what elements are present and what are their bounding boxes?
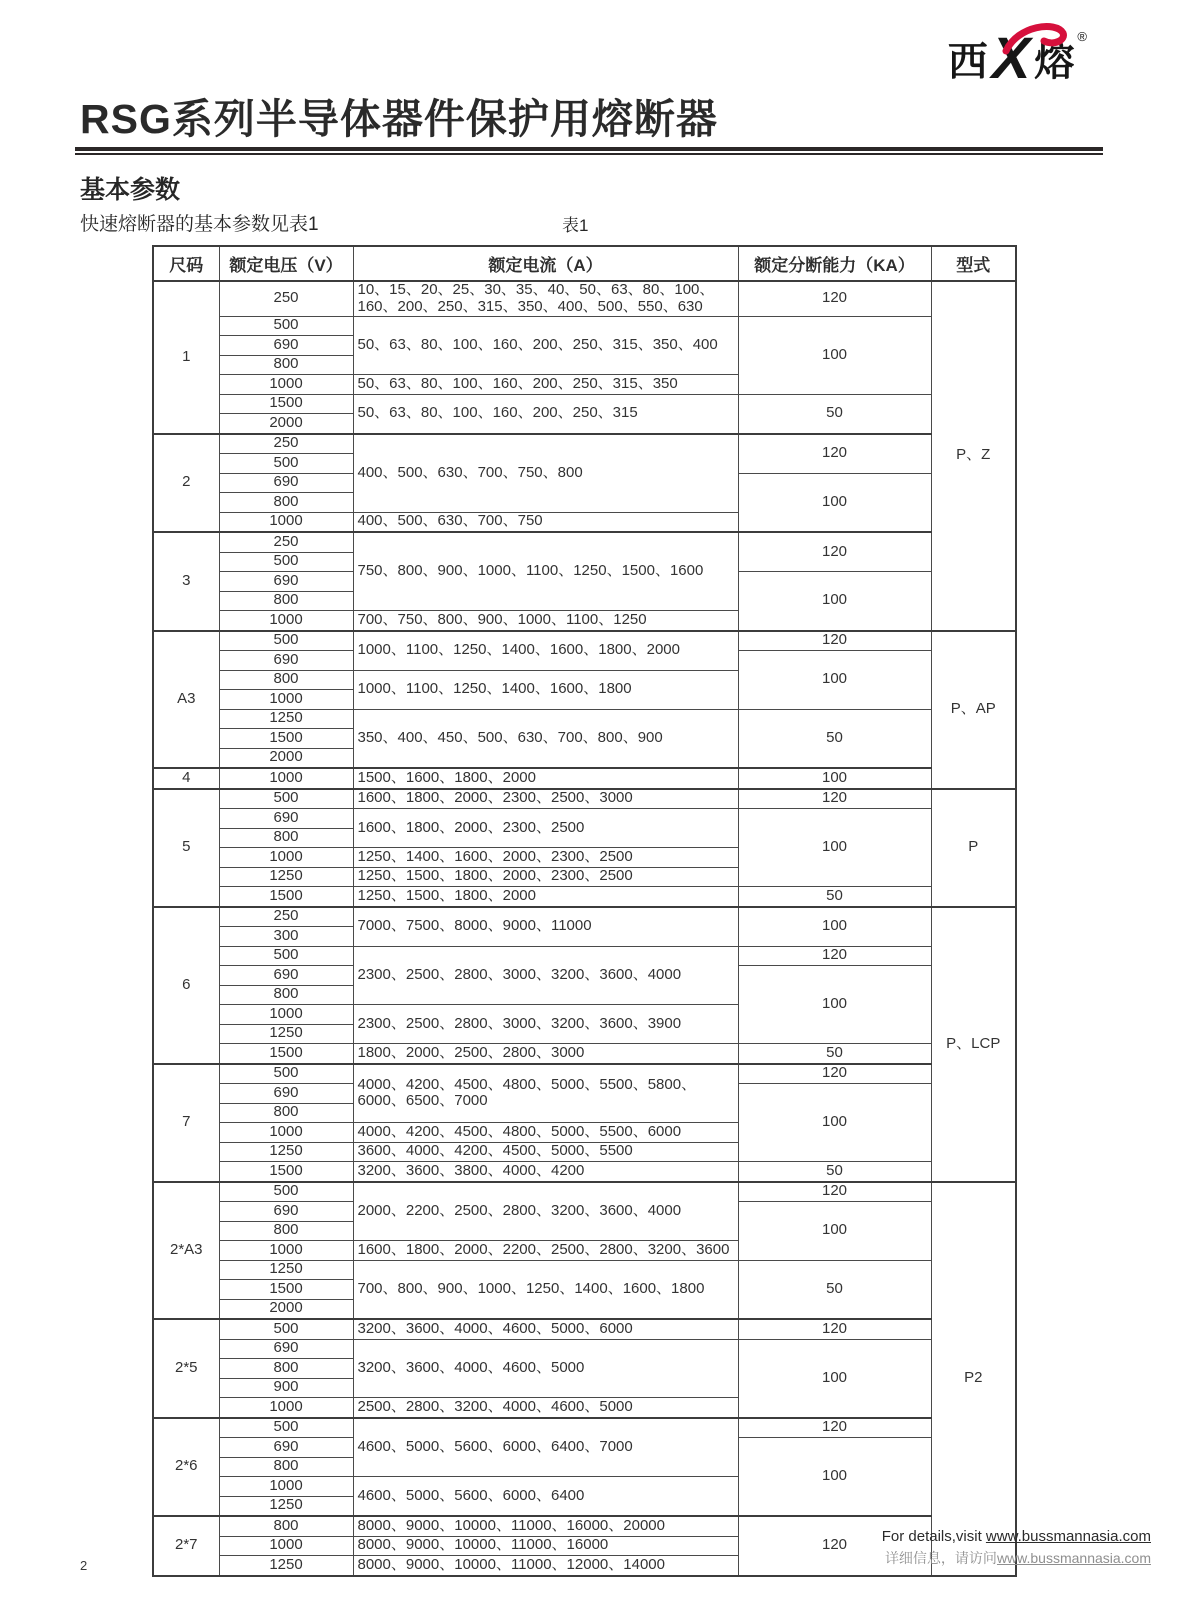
cell-volt: 1500 [219,1044,353,1064]
cell-ka: 100 [738,809,931,887]
cell-volt: 1000 [219,375,353,395]
cell-ka: 100 [738,1084,931,1162]
cell-volt: 690 [219,1084,353,1104]
cell-curr: 8000、9000、10000、11000、16000、20000 [353,1516,738,1536]
cell-ka: 120 [738,1182,931,1202]
cell-size: 6 [153,907,219,1064]
table-row [153,316,1016,336]
footer-cn-link[interactable]: www.bussmannasia.com [996,1550,1151,1566]
cell-type: P、Z [931,281,1016,631]
intro-text: 快速熔断器的基本参数见表1 [80,214,319,235]
cell-volt: 800 [219,591,353,611]
cell-volt: 1000 [219,1005,353,1025]
table-row [153,789,1016,809]
cell-curr: 1800、2000、2500、2800、3000 [353,1044,738,1064]
cell-curr: 2300、2500、2800、3000、3200、3600、4000 [353,946,738,1005]
table-row [153,281,1016,316]
table-row [153,809,1016,829]
cell-ka: 50 [738,887,931,907]
cell-curr: 8000、9000、10000、11000、12000、14000 [353,1556,738,1576]
cell-volt: 250 [219,532,353,552]
cell-ka: 120 [738,946,931,966]
table-header-row [153,246,1016,281]
cell-volt: 500 [219,316,353,336]
cell-volt: 690 [219,336,353,356]
cell-ka: 120 [738,434,931,474]
column-header: 额定分断能力（KA） [738,246,931,281]
cell-ka: 120 [738,631,931,651]
cell-volt: 1000 [219,1536,353,1556]
cell-volt: 1000 [219,1241,353,1261]
cell-curr: 1600、1800、2000、2300、2500 [353,809,738,848]
cell-size: 7 [153,1064,219,1182]
cell-curr: 4000、4200、4500、4800、5000、5500、6000 [353,1123,738,1143]
cell-volt: 1250 [219,1024,353,1044]
table-row [153,709,1016,729]
cell-ka: 120 [738,1064,931,1084]
cell-volt: 1000 [219,1477,353,1497]
cell-curr: 8000、9000、10000、11000、16000 [353,1536,738,1556]
cell-ka: 50 [738,1260,931,1319]
cell-volt: 800 [219,670,353,690]
cell-type: P [931,789,1016,907]
title-divider [75,147,1103,155]
table-row [153,1418,1016,1438]
cell-curr: 400、500、630、700、750、800 [353,434,738,513]
registered-trademark-icon: ® [1077,29,1087,44]
cell-volt: 800 [219,1103,353,1123]
footer-en-text: For details,visit [881,1528,986,1545]
cell-type: P2 [931,1182,1016,1576]
table-row [153,532,1016,552]
cell-size: 4 [153,768,219,789]
cell-volt: 500 [219,631,353,651]
cell-volt: 500 [219,789,353,809]
logo-right-character: 熔 [1034,40,1075,85]
cell-volt: 2000 [219,748,353,768]
cell-curr: 700、750、800、900、1000、1100、1250 [353,611,738,631]
cell-volt: 1500 [219,394,353,414]
table-row [153,1339,1016,1359]
cell-volt: 500 [219,1418,353,1438]
cell-volt: 300 [219,927,353,947]
cell-size: 2*A3 [153,1182,219,1320]
cell-volt: 2000 [219,1299,353,1319]
cell-ka: 50 [738,709,931,768]
parameters-table [152,245,1017,1577]
table-row [153,1162,1016,1182]
table-row [153,1260,1016,1280]
cell-volt: 1500 [219,1280,353,1300]
cell-type: P、AP [931,631,1016,789]
cell-volt: 690 [219,966,353,986]
cell-volt: 690 [219,809,353,829]
cell-curr: 1250、1400、1600、2000、2300、2500 [353,848,738,868]
cell-curr: 50、63、80、100、160、200、250、315、350、400 [353,316,738,375]
cell-volt: 250 [219,907,353,927]
cell-curr: 3200、3600、4000、4600、5000 [353,1339,738,1398]
page-title: RSG系列半导体器件保护用熔断器 [80,96,718,142]
cell-volt: 1250 [219,867,353,887]
cell-curr: 3200、3600、4000、4600、5000、6000 [353,1319,738,1339]
cell-volt: 800 [219,985,353,1005]
cell-volt: 1500 [219,729,353,749]
logo-left-character: 西 [947,40,988,85]
cell-curr: 3200、3600、3800、4000、4200 [353,1162,738,1182]
cell-ka: 50 [738,394,931,434]
section-heading: 基本参数 [80,176,181,204]
cell-curr: 2300、2500、2800、3000、3200、3600、3900 [353,1005,738,1044]
column-header: 额定电流（A） [353,246,738,281]
cell-size: A3 [153,631,219,769]
cell-ka: 100 [738,966,931,1044]
cell-volt: 690 [219,1339,353,1359]
cell-volt: 800 [219,1359,353,1379]
table-row [153,1064,1016,1084]
cell-volt: 500 [219,1182,353,1202]
cell-size: 2*7 [153,1516,219,1576]
cell-volt: 690 [219,651,353,671]
cell-volt: 800 [219,1457,353,1477]
cell-size: 2*5 [153,1319,219,1418]
cell-volt: 250 [219,434,353,454]
cell-curr: 10、15、20、25、30、35、40、50、63、80、100、160、200、250、315、350、400、500、550、630 [353,281,738,316]
table-row [153,434,1016,454]
cell-volt: 500 [219,946,353,966]
cell-volt: 690 [219,473,353,493]
cell-volt: 1500 [219,1162,353,1182]
table-row [153,907,1016,927]
cell-curr: 2500、2800、3200、4000、4600、5000 [353,1398,738,1418]
cell-curr: 700、800、900、1000、1250、1400、1600、1800 [353,1260,738,1319]
cell-volt: 1250 [219,1496,353,1516]
brand-logo [947,26,1087,91]
cell-volt: 900 [219,1378,353,1398]
cell-ka: 100 [738,768,931,789]
footer-cn-text: 详细信息，请访问 [884,1550,997,1566]
cell-curr: 1600、1800、2000、2200、2500、2800、3200、3600 [353,1241,738,1261]
table-row [153,887,1016,907]
column-header: 型式 [931,246,1016,281]
cell-volt: 1000 [219,768,353,789]
cell-volt: 690 [219,1438,353,1458]
cell-ka: 120 [738,532,931,572]
cell-size: 1 [153,281,219,434]
column-header: 尺码 [153,246,219,281]
cell-volt: 690 [219,572,353,592]
cell-ka: 100 [738,651,931,710]
cell-volt: 500 [219,454,353,474]
cell-volt: 1250 [219,1142,353,1162]
cell-volt: 250 [219,281,353,316]
cell-volt: 1000 [219,1123,353,1143]
table-caption: 表1 [562,216,589,235]
cell-volt: 1250 [219,1556,353,1576]
cell-curr: 50、63、80、100、160、200、250、315 [353,394,738,434]
table-row [153,394,1016,414]
cell-volt: 800 [219,493,353,513]
cell-volt: 500 [219,1064,353,1084]
cell-size: 2 [153,434,219,533]
table-row [153,1319,1016,1339]
cell-ka: 100 [738,1202,931,1261]
cell-ka: 100 [738,1438,931,1517]
cell-curr: 400、500、630、700、750 [353,512,738,532]
cell-ka: 100 [738,473,931,532]
cell-ka: 100 [738,572,931,631]
cell-volt: 800 [219,1516,353,1536]
table-row [153,1182,1016,1202]
cell-curr: 7000、7500、8000、9000、11000 [353,907,738,947]
cell-volt: 500 [219,552,353,572]
cell-volt: 690 [219,1202,353,1222]
table-row [153,631,1016,651]
page-footer [882,1528,1151,1568]
cell-size: 5 [153,789,219,907]
cell-ka: 100 [738,1339,931,1418]
cell-volt: 1000 [219,690,353,710]
cell-ka: 120 [738,1319,931,1339]
cell-ka: 50 [738,1044,931,1064]
cell-ka: 120 [738,281,931,316]
cell-ka: 50 [738,1162,931,1182]
table-row [153,1044,1016,1064]
column-header: 额定电压（V） [219,246,353,281]
cell-volt: 1250 [219,709,353,729]
footer-line-en [882,1528,1151,1545]
cell-type: P、LCP [931,907,1016,1182]
cell-size: 2*6 [153,1418,219,1517]
cell-ka: 120 [738,1418,931,1438]
table-row [153,946,1016,966]
cell-curr: 1000、1100、1250、1400、1600、1800、2000 [353,631,738,671]
footer-line-cn [882,1548,1151,1568]
cell-curr: 3600、4000、4200、4500、5000、5500 [353,1142,738,1162]
cell-curr: 50、63、80、100、160、200、250、315、350 [353,375,738,395]
cell-volt: 800 [219,828,353,848]
cell-volt: 800 [219,355,353,375]
cell-ka: 100 [738,907,931,947]
cell-curr: 4600、5000、5600、6000、6400 [353,1477,738,1517]
cell-volt: 800 [219,1221,353,1241]
cell-curr: 1000、1100、1250、1400、1600、1800 [353,670,738,709]
cell-curr: 1500、1600、1800、2000 [353,768,738,789]
cell-curr: 1250、1500、1800、2000 [353,887,738,907]
cell-volt: 1000 [219,848,353,868]
logo-x-mark: X [992,36,1031,82]
cell-volt: 500 [219,1319,353,1339]
cell-ka: 100 [738,316,931,394]
cell-curr: 4000、4200、4500、4800、5000、5500、5800、6000、6500、7000 [353,1064,738,1123]
footer-en-link[interactable]: www.bussmannasia.com [985,1528,1151,1545]
cell-curr: 2000、2200、2500、2800、3200、3600、4000 [353,1182,738,1241]
cell-curr: 1600、1800、2000、2300、2500、3000 [353,789,738,809]
cell-volt: 1250 [219,1260,353,1280]
table-row [153,768,1016,789]
cell-curr: 750、800、900、1000、1100、1250、1500、1600 [353,532,738,611]
cell-curr: 4600、5000、5600、6000、6400、7000 [353,1418,738,1477]
cell-ka: 120 [738,1516,931,1576]
cell-size: 3 [153,532,219,631]
cell-volt: 1500 [219,887,353,907]
cell-curr: 350、400、450、500、630、700、800、900 [353,709,738,768]
cell-volt: 2000 [219,414,353,434]
cell-volt: 1000 [219,1398,353,1418]
cell-curr: 1250、1500、1800、2000、2300、2500 [353,867,738,887]
cell-ka: 120 [738,789,931,809]
cell-volt: 1000 [219,611,353,631]
page-number: 2 [80,1558,88,1573]
cell-volt: 1000 [219,512,353,532]
